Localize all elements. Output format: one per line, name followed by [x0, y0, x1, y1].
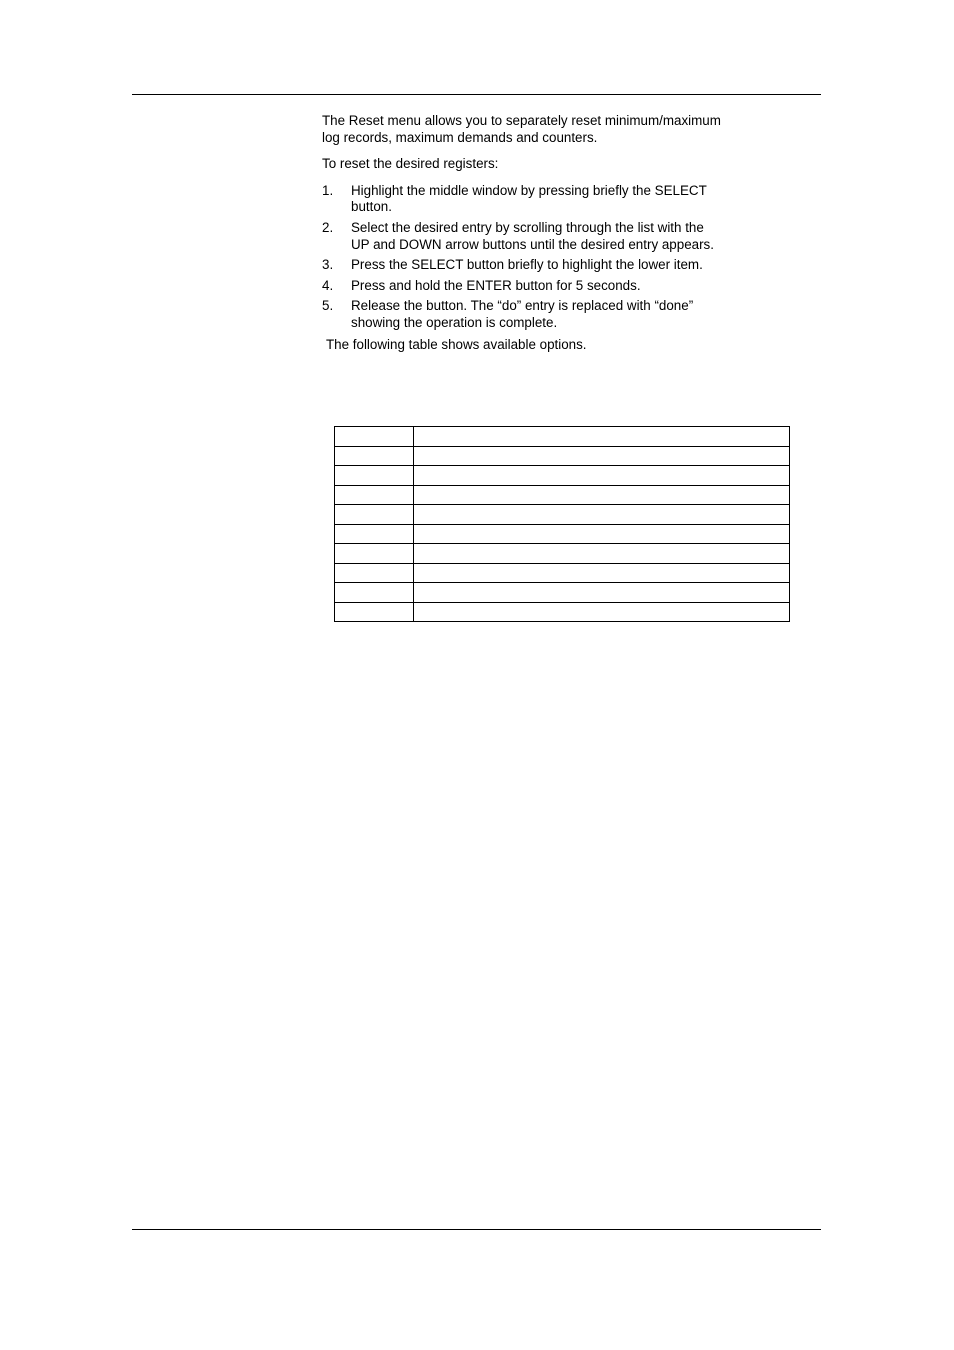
table-cell — [335, 563, 414, 583]
list-item — [322, 298, 722, 331]
list-item — [322, 220, 722, 253]
table-cell — [335, 602, 414, 622]
table-cell — [414, 602, 790, 622]
instructions-lead: To reset the desired registers: — [322, 156, 499, 172]
table-cell — [414, 563, 790, 583]
steps-list — [322, 183, 722, 332]
main-content — [322, 113, 722, 353]
step-number: 3. — [322, 257, 334, 273]
list-item — [322, 278, 722, 295]
table-cell — [335, 466, 414, 486]
table-cell — [335, 583, 414, 603]
table-row — [335, 524, 790, 544]
table-cell — [414, 446, 790, 466]
table-cell — [414, 544, 790, 564]
table-row — [335, 505, 790, 525]
step-text: Highlight the middle window by pressing briefly the SELECT button. — [351, 182, 707, 215]
table-cell — [335, 485, 414, 505]
intro-paragraph: The Reset menu allows you to separately reset minimum/maximum log records, maximum demands and counters. — [322, 113, 721, 145]
table-cell — [414, 466, 790, 486]
table-row — [335, 563, 790, 583]
table-row — [335, 446, 790, 466]
table-cell — [335, 505, 414, 525]
table-row — [335, 466, 790, 486]
header-rule — [132, 94, 821, 95]
step-number: 4. — [322, 277, 334, 293]
step-text: Select the desired entry by scrolling through the list with the UP and DOWN arrow buttons until the desired entry appears. — [351, 219, 714, 252]
table-row — [335, 485, 790, 505]
step-number: 1. — [322, 182, 334, 198]
step-text: Release the button. The “do” entry is replaced with “done” showing the operation is complete. — [351, 298, 694, 330]
table-row — [335, 583, 790, 603]
options-table — [334, 426, 790, 622]
table-lead: The following table shows available options. — [326, 336, 587, 352]
table-cell — [414, 485, 790, 505]
table-cell — [335, 446, 414, 466]
table-cell — [335, 427, 414, 447]
list-item — [322, 183, 722, 216]
step-number: 2. — [322, 219, 334, 235]
table-cell — [335, 544, 414, 564]
table-cell — [335, 524, 414, 544]
list-item — [322, 257, 722, 274]
table-cell — [414, 427, 790, 447]
table-cell — [414, 524, 790, 544]
step-text: Press the SELECT button briefly to highlight the lower item. — [351, 257, 703, 273]
step-text: Press and hold the ENTER button for 5 seconds. — [351, 277, 641, 293]
table-row — [335, 544, 790, 564]
table-row — [335, 427, 790, 447]
step-number: 5. — [322, 298, 334, 314]
table-row — [335, 602, 790, 622]
table-cell — [414, 505, 790, 525]
table-cell — [414, 583, 790, 603]
footer-rule — [132, 1229, 821, 1230]
